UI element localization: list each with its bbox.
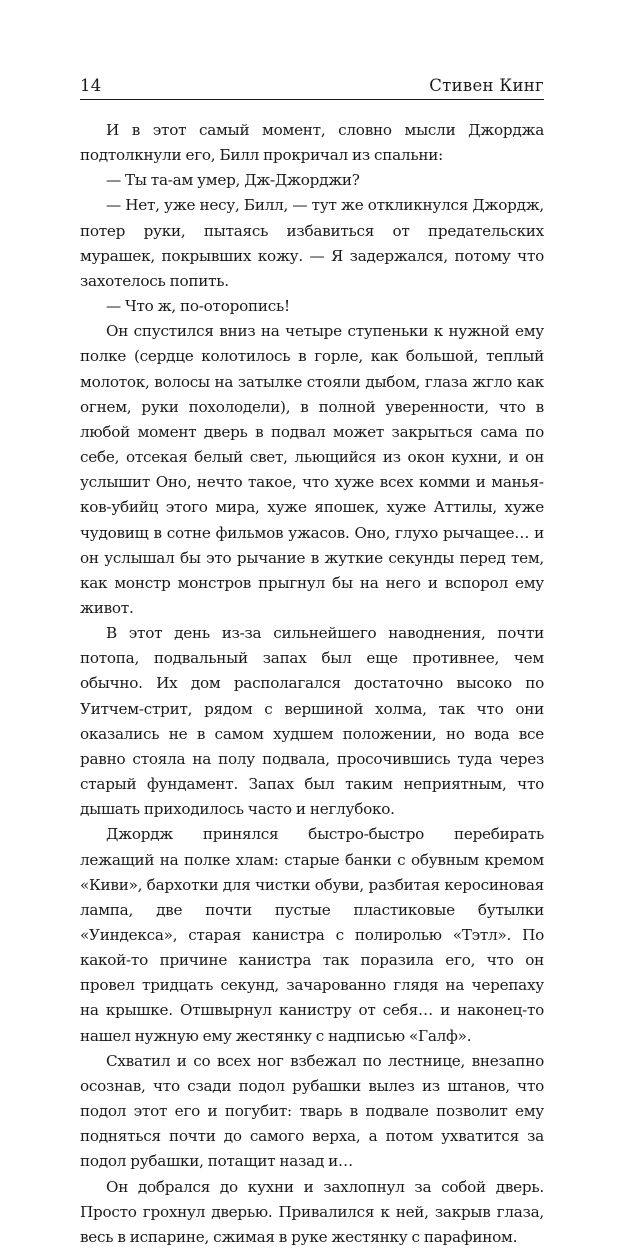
paragraph: — Что ж, по-оторопись!	[106, 297, 290, 316]
running-header	[80, 76, 544, 100]
paragraph: Он спустился вниз на четыре ступеньки к нужной ему полке (сердце колотилось в горле, как большой, теплый молоток, волосы на затылке стояли дыбом, глаза жгло как огнем, руки похолодели), в полной уверенности, что в любой момент дверь в подвал может закрыться сама по себе, отсекая белый свет, льющийся из окон кухни, и он услышит Оно, нечто такое, что хуже всех комми и маньяков-убийц этого мира, хуже япошек, хуже Аттилы, хуже чудовищ в сотне фильмов ужасов. Оно, глухо рычащее… и он услышал бы это рычание в жуткие секунды перед тем, как монстр монстров прыгнул бы на него и вспорол ему живот.	[80, 322, 544, 617]
paragraph: — Ты та-ам умер, Дж-Джорджи?	[106, 171, 360, 190]
body-text	[80, 118, 544, 1250]
page-number: 14	[80, 76, 102, 95]
paragraph: Джордж принялся быстро-быстро перебирать лежащий на полке хлам: старые банки с обувным кремом «Киви», бархотки для чистки обуви, разбитая керосиновая лампа, две почти пустые пластиковые бутылки «Уиндекса», старая канистра с полиролью «Тэтл». По какой-то причине канистра так поразила его, что он провел тридцать секунд, зачарованно глядя на черепаху на крышке. Отшвырнул канистру от себя… и наконец-то нашел нужную ему жестянку с надписью «Галф».	[80, 825, 544, 1045]
paragraph: Схватил и со всех ног взбежал по лестнице, внезапно осознав, что сзади подол рубашки вылез из штанов, что подол этот его и погубит: тварь в подвале позволит ему подняться почти до самого верха, а потом ухватится за подол рубашки, потащит назад и…	[80, 1051, 544, 1171]
paragraph: — Нет, уже несу, Билл, — тут же откликнулся Джордж, потер руки, пытаясь избавиться от предательских мурашек, покрывших кожу. — Я задержался, потому что захотелось попить.	[80, 196, 544, 290]
paragraph: И в этот самый момент, словно мысли Джорджа подтолкнули его, Билл прокричал из спальни:	[80, 121, 544, 165]
book-page	[80, 76, 544, 1250]
paragraph: В этот день из-за сильнейшего наводнения, почти потопа, подвальный запах был еще противнее, чем обычно. Их дом располагался достаточно высоко по Уитчем-стрит, рядом с вершиной холма, так что они оказались не в самом худшем положении, но вода все равно стояла на полу подвала, просочившись туда через старый фундамент. Запах был таким неприятным, что дышать приходилось часто и неглубоко.	[80, 624, 544, 819]
running-title: Стивен Кинг	[429, 76, 544, 95]
paragraph: Он добрался до кухни и захлопнул за собой дверь. Просто грохнул дверью. Привалился к ней, закрыв глаза, весь в испарине, сжимая в руке жестянку с парафином.	[80, 1177, 544, 1246]
